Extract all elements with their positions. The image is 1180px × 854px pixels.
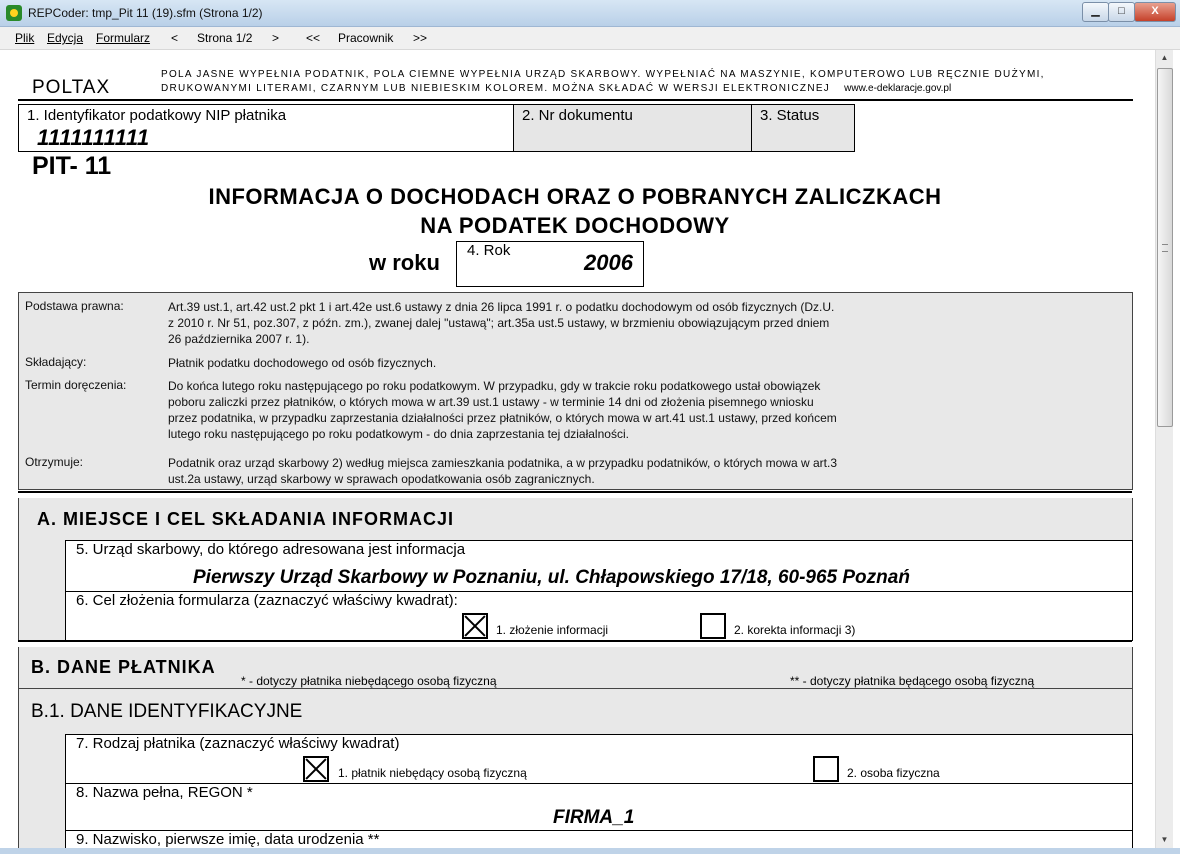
status-label: 3. Status — [760, 107, 820, 124]
close-button[interactable]: X — [1134, 2, 1176, 22]
skladajacy-value: Płatnik podatku dochodowego od osób fizycznych. — [168, 356, 437, 370]
podstawa-line2: z 2010 r. Nr 51, poz.307, z późn. zm.), zwanej dalej "ustawą"; art.35a ust.5 ustawy, w brzmieniu obowiązującym przed dniem — [168, 316, 830, 330]
section-b-note-natural: ** - dotyczy płatnika będącego osobą fizyczną — [790, 674, 1035, 688]
podstawa-line3: 26 października 2007 r. 1). — [168, 332, 310, 346]
field-8-label: 8. Nazwa pełna, REGON * — [76, 784, 253, 801]
form-title-line1: INFORMACJA O DOCHODACH ORAZ O POBRANYCH ZALICZKACH — [208, 184, 942, 209]
skladajacy-key: Składający: — [25, 355, 87, 369]
legal-info-box — [18, 292, 1133, 490]
field-8-value: FIRMA_1 — [553, 807, 635, 828]
window-bottom-border — [0, 848, 1180, 854]
section-b-title: B. DANE PŁATNIKA — [31, 657, 216, 677]
menu-pracownik[interactable]: Pracownik — [338, 31, 394, 45]
section-a-header — [18, 498, 1133, 540]
w-roku-label: w roku — [369, 250, 440, 275]
field-5-label: 5. Urząd skarbowy, do którego adresowana jest informacja — [76, 541, 466, 558]
section-b1-title: B.1. DANE IDENTYFIKACYJNE — [31, 701, 303, 722]
otrzymuje-value — [168, 455, 978, 487]
field-7-payer-type — [65, 734, 1133, 786]
form-canvas — [0, 50, 1154, 848]
form-title-line2: NA PODATEK DOCHODOWY — [420, 213, 730, 238]
termin-key: Termin doręczenia: — [25, 378, 127, 392]
otrzymuje-line1: Podatnik oraz urząd skarbowy 2) według miejsca zamieszkania podatnika, a w przypadku podatników, o których mowa w art.3 — [168, 456, 837, 470]
fill-instructions — [161, 68, 1101, 96]
scroll-down-arrow-icon[interactable]: ▼ — [1160, 835, 1169, 844]
poltax-brand: POLTAX — [32, 77, 111, 98]
year-field[interactable] — [456, 241, 644, 287]
section-b-header — [18, 647, 1133, 689]
payer-type-natural-label: 2. osoba fizyczna — [847, 766, 940, 780]
menu-plik[interactable]: Plik — [15, 31, 35, 45]
title-bar[interactable] — [0, 0, 1180, 27]
termin-value — [168, 378, 978, 442]
window-title: REPCoder: tmp_Pit 11 (19).sfm (Strona 1/2) — [28, 6, 263, 20]
menu-edycja[interactable]: Edycja — [47, 31, 84, 45]
minimize-button[interactable]: ▁ — [1082, 2, 1109, 22]
field-7-label: 7. Rodzaj płatnika (zaznaczyć właściwy kwadrat) — [76, 735, 400, 752]
section-b-note-legal: * - dotyczy płatnika niebędącego osobą fizyczną — [241, 674, 497, 688]
section-b1-margin — [18, 734, 67, 848]
field-5-value: Pierwszy Urząd Skarbowy w Poznaniu, ul. Chłapowskiego 17/18, 60-965 Poznań — [193, 567, 910, 588]
year-label: 4. Rok — [467, 242, 511, 259]
field-9-label: 9. Nazwisko, pierwsze imię, data urodzenia ** — [76, 831, 380, 848]
payer-type-legal-label: 1. płatnik niebędący osobą fizyczną — [338, 766, 527, 780]
podstawa-value — [168, 299, 978, 347]
purpose-option-2-label: 2. korekta informacji 3) — [734, 623, 856, 637]
purpose-option-2-checkbox[interactable] — [700, 613, 726, 639]
termin-line3: przez podatnika, w przypadku zaprzestania działalności przez płatników, o których mowa w art.41 ust.1 ustawy, przed końcem — [168, 411, 837, 425]
top-rule — [18, 99, 1133, 101]
website-link[interactable]: www.e-deklaracje.gov.pl — [844, 83, 952, 94]
payer-type-natural-checkbox[interactable] — [813, 756, 839, 782]
podstawa-key: Podstawa prawna: — [25, 299, 124, 313]
termin-line4: lutego roku następującego po roku podatkowym - do dnia zaprzestania tej działalności. — [168, 427, 629, 441]
menu-formularz[interactable]: Formularz — [96, 31, 151, 45]
nip-label: 1. Identyfikator podatkowy NIP płatnika — [27, 107, 287, 124]
fill-instructions-line1: POLA JASNE WYPEŁNIA PODATNIK, POLA CIEMNE WYPEŁNIA URZĄD SKARBOWY. WYPEŁNIAĆ NA MASZYNIE, KOMPUTEROWO LUB RĘCZNIE DUŻYMI, — [161, 69, 1045, 80]
field-6-label: 6. Cel złożenia formularza (zaznaczyć właściwy kwadrat): — [76, 592, 458, 609]
scroll-thumb[interactable] — [1157, 68, 1173, 427]
purpose-option-1-label: 1. złożenie informacji — [496, 623, 609, 637]
podstawa-line1: Art.39 ust.1, art.42 ust.2 pkt 1 i art.42e ust.6 ustawy z dnia 26 lipca 1991 r. o podatku dochodowym od osób fizycznych (Dz.U. — [168, 300, 835, 314]
fill-instructions-line2: DRUKOWANYMI LITERAMI, CZARNYM LUB NIEBIESKIM KOLOREM. MOŻNA SKŁADAĆ W WERSJI ELEKTRONICZNEJ — [161, 83, 831, 94]
menu-prev-page[interactable]: < — [171, 31, 179, 45]
scroll-grip-icon — [1162, 244, 1168, 252]
termin-line2: poboru zaliczki przez płatników, o których mowa w art.39 ust.1 ustawy - w terminie 14 dni od złożenia pisemnego wniosku — [168, 395, 814, 409]
doc-number-label: 2. Nr dokumentu — [522, 107, 633, 124]
menu-prev-employee[interactable]: << — [306, 31, 321, 45]
form-code: PIT- 11 — [32, 152, 112, 180]
otrzymuje-key: Otrzymuje: — [25, 455, 84, 469]
app-logo-icon — [6, 5, 22, 21]
vertical-scrollbar[interactable] — [1155, 50, 1173, 848]
payer-type-legal-checkbox[interactable] — [303, 756, 329, 782]
doc-number-field — [513, 104, 753, 152]
section-a-title: A. MIEJSCE I CEL SKŁADANIA INFORMACJI — [37, 509, 455, 529]
field-9-name-birthdate[interactable] — [65, 830, 1133, 848]
nip-field[interactable] — [18, 104, 515, 152]
menu-next-page[interactable]: > — [272, 31, 280, 45]
otrzymuje-line2: ust.2a ustawy, urząd skarbowy w sprawach opodatkowania osób zagranicznych. — [168, 472, 595, 486]
purpose-option-1-checkbox[interactable] — [462, 613, 488, 639]
nip-value: 1111111111 — [37, 125, 150, 150]
maximize-button[interactable]: □ — [1108, 2, 1135, 22]
section-b1-header — [18, 688, 1133, 735]
menu-bar — [0, 27, 1180, 50]
scroll-up-arrow-icon[interactable]: ▲ — [1160, 53, 1169, 62]
termin-line1: Do końca lutego roku następującego po roku podatkowym. W przypadku, gdy w trakcie roku podatkowego ustał obowiązek — [168, 379, 821, 393]
year-value: 2006 — [584, 250, 633, 275]
status-field — [751, 104, 855, 152]
menu-next-employee[interactable]: >> — [413, 31, 428, 45]
field-5-tax-office[interactable] — [65, 540, 1133, 594]
field-6-purpose — [65, 591, 1133, 641]
menu-page-indicator[interactable]: Strona 1/2 — [197, 31, 253, 45]
field-8-name-regon[interactable] — [65, 783, 1133, 833]
section-a-margin — [18, 540, 67, 640]
